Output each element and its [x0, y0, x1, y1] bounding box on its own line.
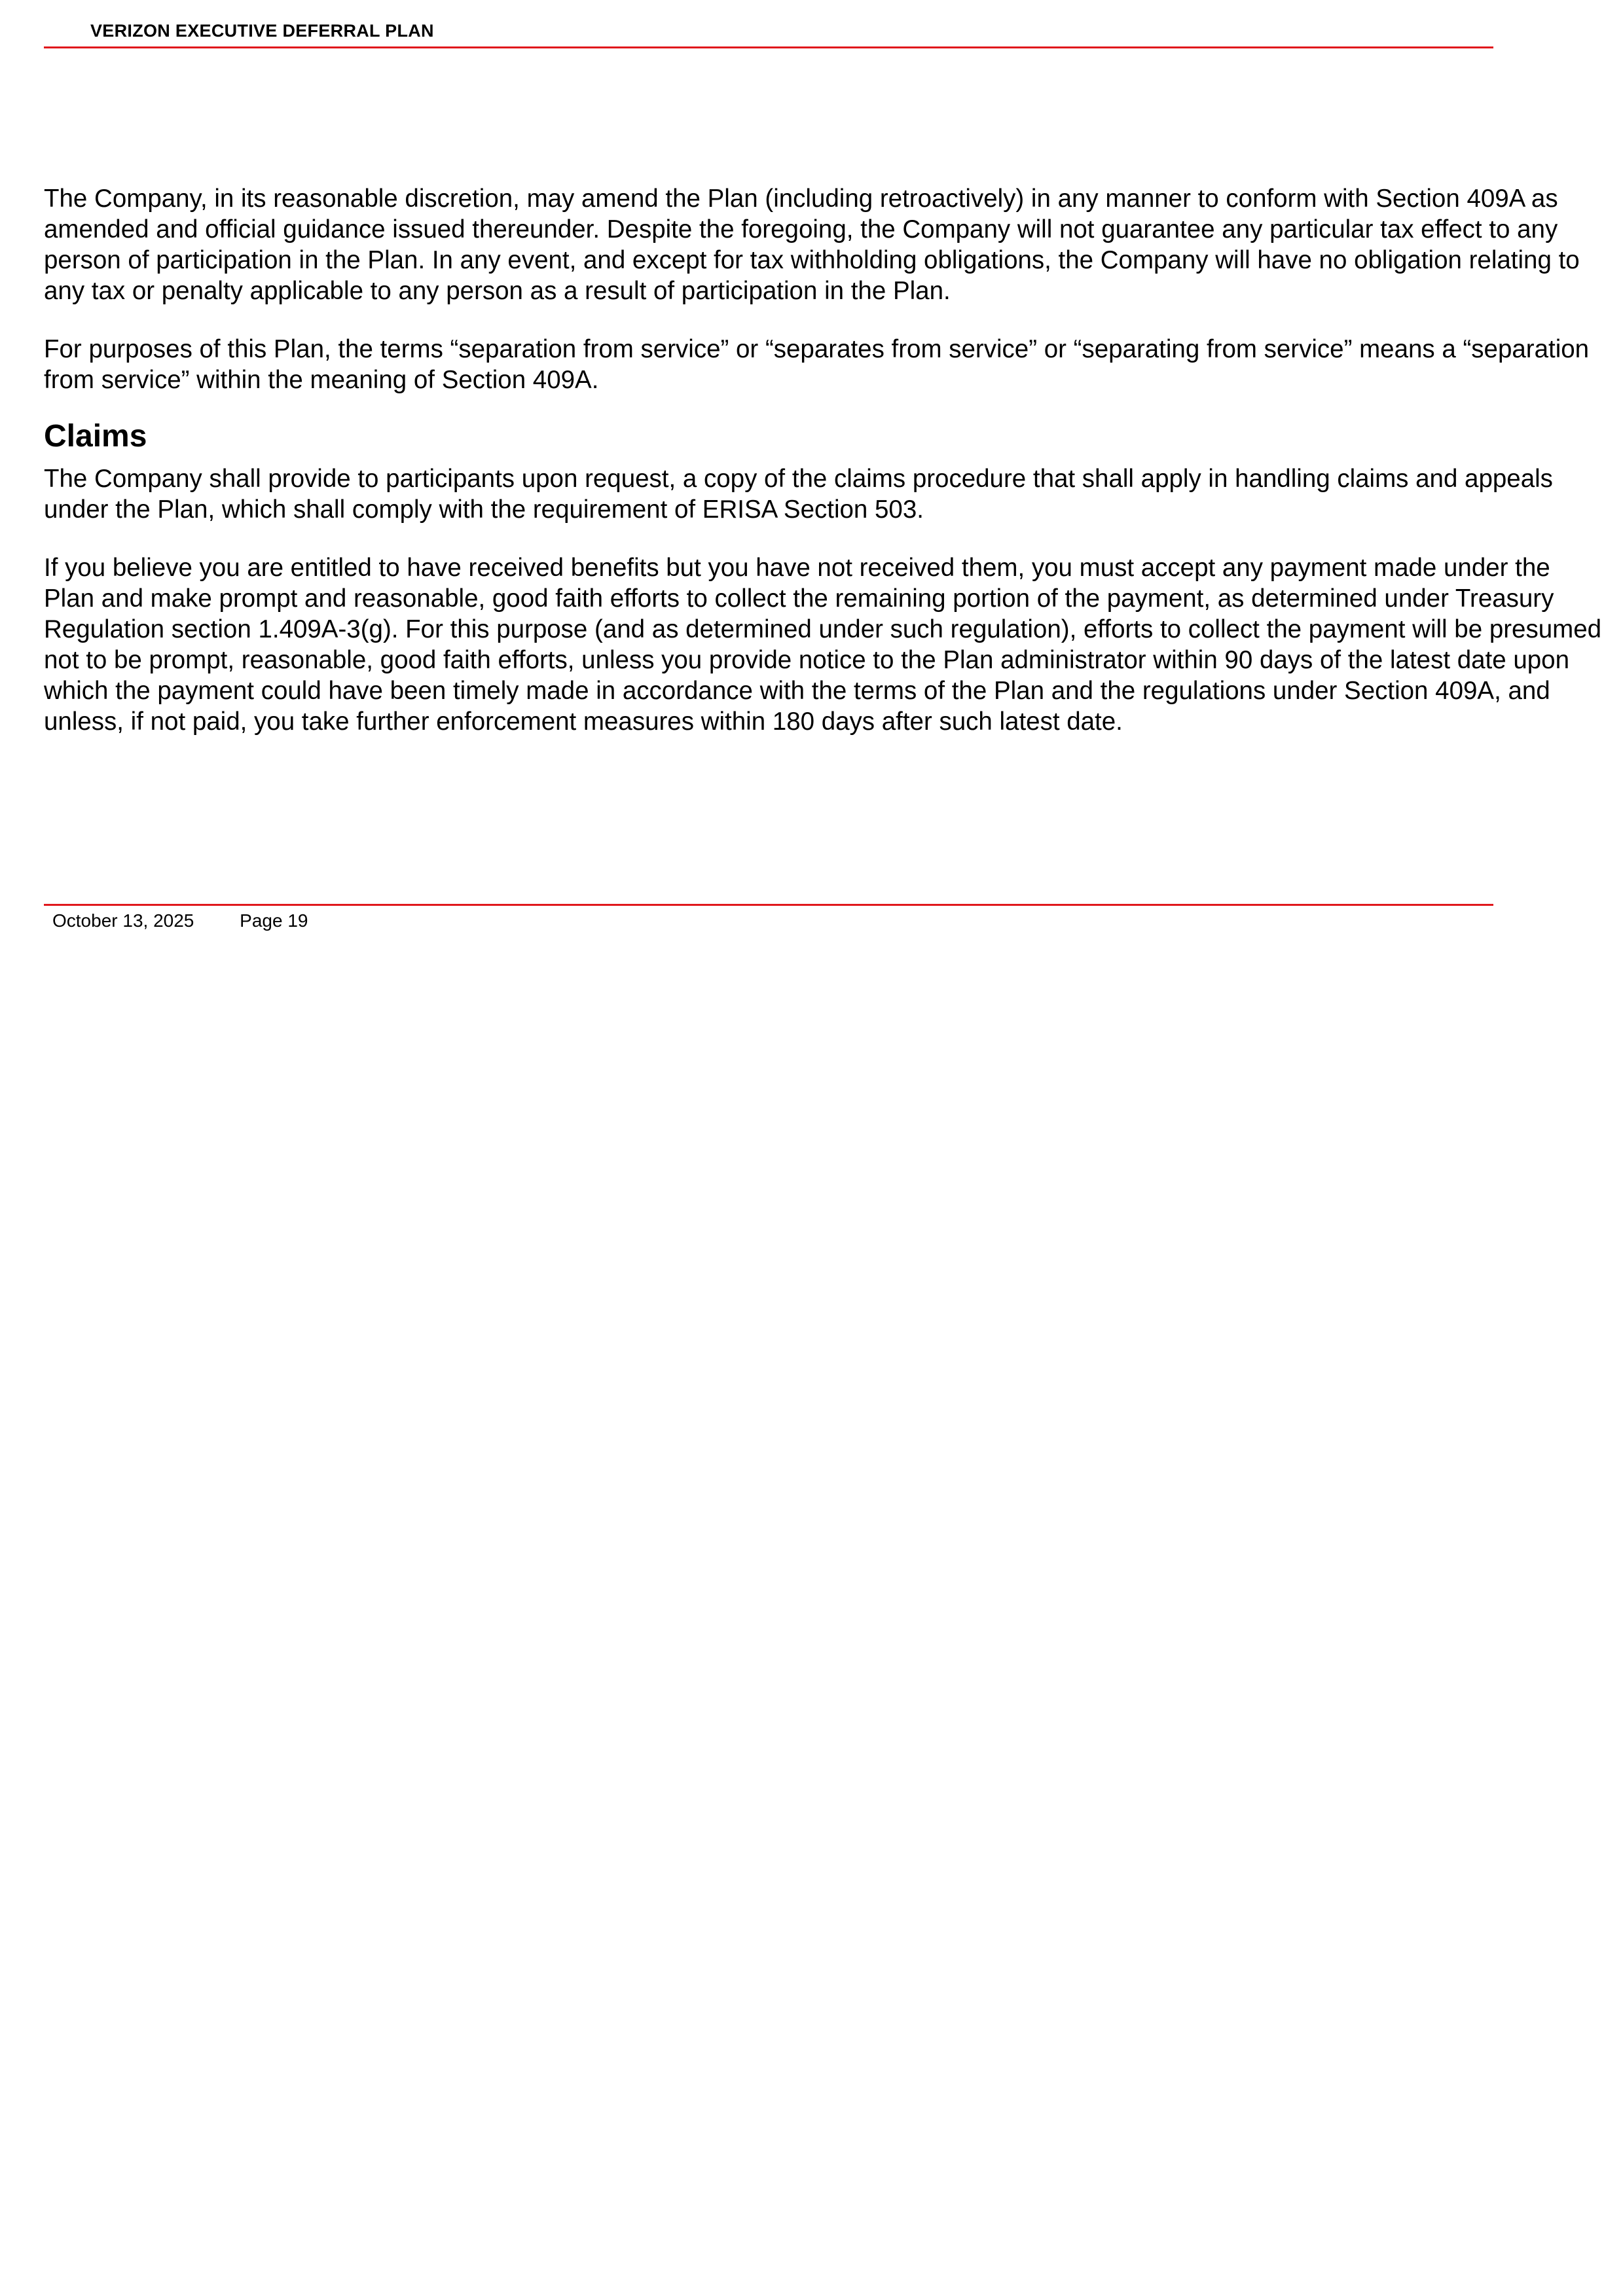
amendment-paragraph: The Company, in its reasonable discretion, may amend the Plan (including retroactively) in any manner to conform with Section 409A as amended and official guidance issued thereunder. Despite the foregoing, the Company will not guarantee any particular tax effect to any person of participation in the Plan. In any event, and except for tax withholding obligations, the Company will have no obligation relating to any tax or penalty applicable to any person as a result of participation in the Plan. [44, 185, 1580, 305]
claims-collection-paragraph: If you believe you are entitled to have received benefits but you have not received them, you must accept any payment made under the Plan and make prompt and reasonable, good faith efforts to collect the remaining portion of the payment, as determined under Treasury Regulation section 1.409A-3(g). For this purpose (and as determined under such regulation), efforts to collect the payment will be presumed not to be prompt, reasonable, good faith efforts, unless you provide notice to the Plan administrator within 90 days of the latest date upon which the payment could have been timely made in accordance with the terms of the Plan and the regulations under Section 409A, and unless, if not paid, you take further enforcement measures within 180 days after such latest date. [44, 554, 1602, 736]
document-header-title: VERIZON EXECUTIVE DEFERRAL PLAN [90, 21, 434, 41]
footer-date: October 13, 2025 [52, 910, 194, 931]
separation-definition-paragraph: For purposes of this Plan, the terms “separation from service” or “separates from service” or “separating from service” means a “separation from service” within the meaning of Section 409A. [44, 335, 1590, 394]
document-body [44, 183, 1602, 737]
claims-procedure-paragraph: The Company shall provide to participants upon request, a copy of the claims procedure that shall apply in handling claims and appeals under the Plan, which shall comply with the requirement of ERISA Section 503. [44, 465, 1553, 524]
footer-divider [44, 904, 1493, 906]
header-divider [44, 46, 1493, 48]
claims-heading: Claims [44, 419, 147, 454]
footer-page-number: Page 19 [240, 910, 308, 931]
page-footer [52, 910, 308, 931]
